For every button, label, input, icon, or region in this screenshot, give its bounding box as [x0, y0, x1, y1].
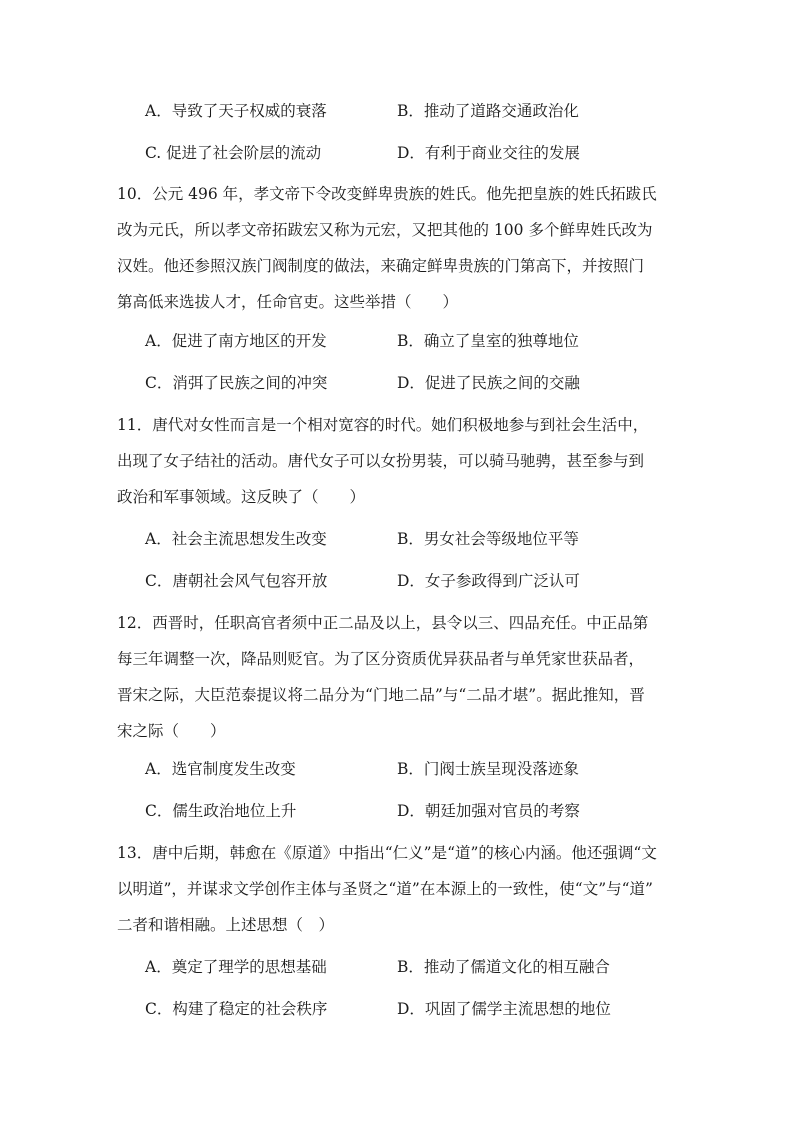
q10-option-d[interactable]: D．促进了民族之间的交融	[397, 374, 580, 392]
q13-options-row-2	[145, 997, 745, 1021]
q12-stem-line: 宋之际（ ）	[117, 722, 226, 740]
q12-options-row-2	[145, 799, 745, 823]
q9-option-d[interactable]: D．有利于商业交往的发展	[397, 144, 580, 162]
q10-options-row-2	[145, 371, 745, 395]
q12-options-row-1	[145, 757, 745, 781]
q13-options-row-1	[145, 955, 745, 979]
q13-stem-line: 二者和谐相融。上述思想（ ）	[117, 916, 335, 934]
q11-option-c[interactable]: C．唐朝社会风气包容开放	[145, 572, 328, 590]
q9-option-b[interactable]: B．推动了道路交通政治化	[397, 102, 579, 120]
q11-stem-line: 出现了女子结社的活动。唐代女子可以女扮男装，可以骑马驰骋，甚至参与到	[117, 452, 645, 470]
q13-option-a[interactable]: A．奠定了理学的思想基础	[145, 958, 327, 976]
q12-option-a[interactable]: A．选官制度发生改变	[145, 760, 296, 778]
q10-stem-line: 汉姓。他还参照汉族门阀制度的做法，来确定鲜卑贵族的门第高下，并按照门	[117, 257, 645, 275]
q12-stem-line: 12．西晋时，任职高官者须中正二品及以上，县令以三、四品充任。中正品第	[117, 614, 649, 632]
q11-stem-line: 政治和军事领域。这反映了（ ）	[117, 488, 366, 506]
q12-stem-line: 晋宋之际，大臣范泰提议将二品分为“门地二品”与“二品才堪”。据此推知，晋	[117, 686, 645, 704]
q10-stem-line: 10．公元 496 年，孝文帝下令改变鲜卑贵族的姓氏。他先把皇族的姓氏拓跋氏	[117, 185, 657, 203]
q12-stem	[117, 605, 677, 749]
q11-stem-line: 11．唐代对女性而言是一个相对宽容的时代。她们积极地参与到社会生活中，	[117, 416, 649, 434]
q10-stem-line: 改为元氏，所以孝文帝拓跋宏又称为元宏，又把其他的 100 多个鲜卑姓氏改为	[117, 221, 653, 239]
q11-option-a[interactable]: A．社会主流思想发生改变	[145, 530, 327, 548]
q12-option-d[interactable]: D．朝廷加强对官员的考察	[397, 802, 580, 820]
q10-option-b[interactable]: B．确立了皇室的独尊地位	[397, 332, 579, 350]
q9-options-row-1	[145, 99, 745, 123]
q10-option-a[interactable]: A．促进了南方地区的开发	[145, 332, 327, 350]
q11-option-b[interactable]: B．男女社会等级地位平等	[397, 530, 579, 548]
q12-option-c[interactable]: C．儒生政治地位上升	[145, 802, 297, 820]
q10-options-row-1	[145, 329, 745, 353]
q13-stem-line: 以明道”，并谋求文学创作主体与圣贤之“道”在本源上的一致性，使“文”与“道”	[117, 880, 653, 898]
q10-stem	[117, 176, 677, 320]
q13-stem	[117, 835, 677, 943]
q11-options-row-2	[145, 569, 745, 593]
q11-option-d[interactable]: D．女子参政得到广泛认可	[397, 572, 580, 590]
q12-option-b[interactable]: B．门阀士族呈现没落迹象	[397, 760, 579, 778]
q13-option-b[interactable]: B．推动了儒道文化的相互融合	[397, 958, 610, 976]
q10-option-c[interactable]: C．消弭了民族之间的冲突	[145, 374, 328, 392]
q12-stem-line: 每三年调整一次，降品则贬官。为了区分资质优异获品者与单凭家世获品者，	[117, 650, 645, 668]
q9-option-c[interactable]: C. 促进了社会阶层的流动	[145, 144, 322, 162]
q11-options-row-1	[145, 527, 745, 551]
q9-options-row-2	[145, 141, 745, 165]
q13-stem-line: 13．唐中后期，韩愈在《原道》中指出“仁义”是“道”的核心内涵。他还强调“文	[117, 844, 657, 862]
q9-option-a[interactable]: A．导致了天子权威的衰落	[145, 102, 327, 120]
q13-option-c[interactable]: C．构建了稳定的社会秩序	[145, 1000, 328, 1018]
q10-stem-line: 第高低来选拔人才，任命官吏。这些举措（ ）	[117, 293, 459, 311]
q11-stem	[117, 407, 677, 515]
q13-option-d[interactable]: D．巩固了儒学主流思想的地位	[397, 1000, 611, 1018]
